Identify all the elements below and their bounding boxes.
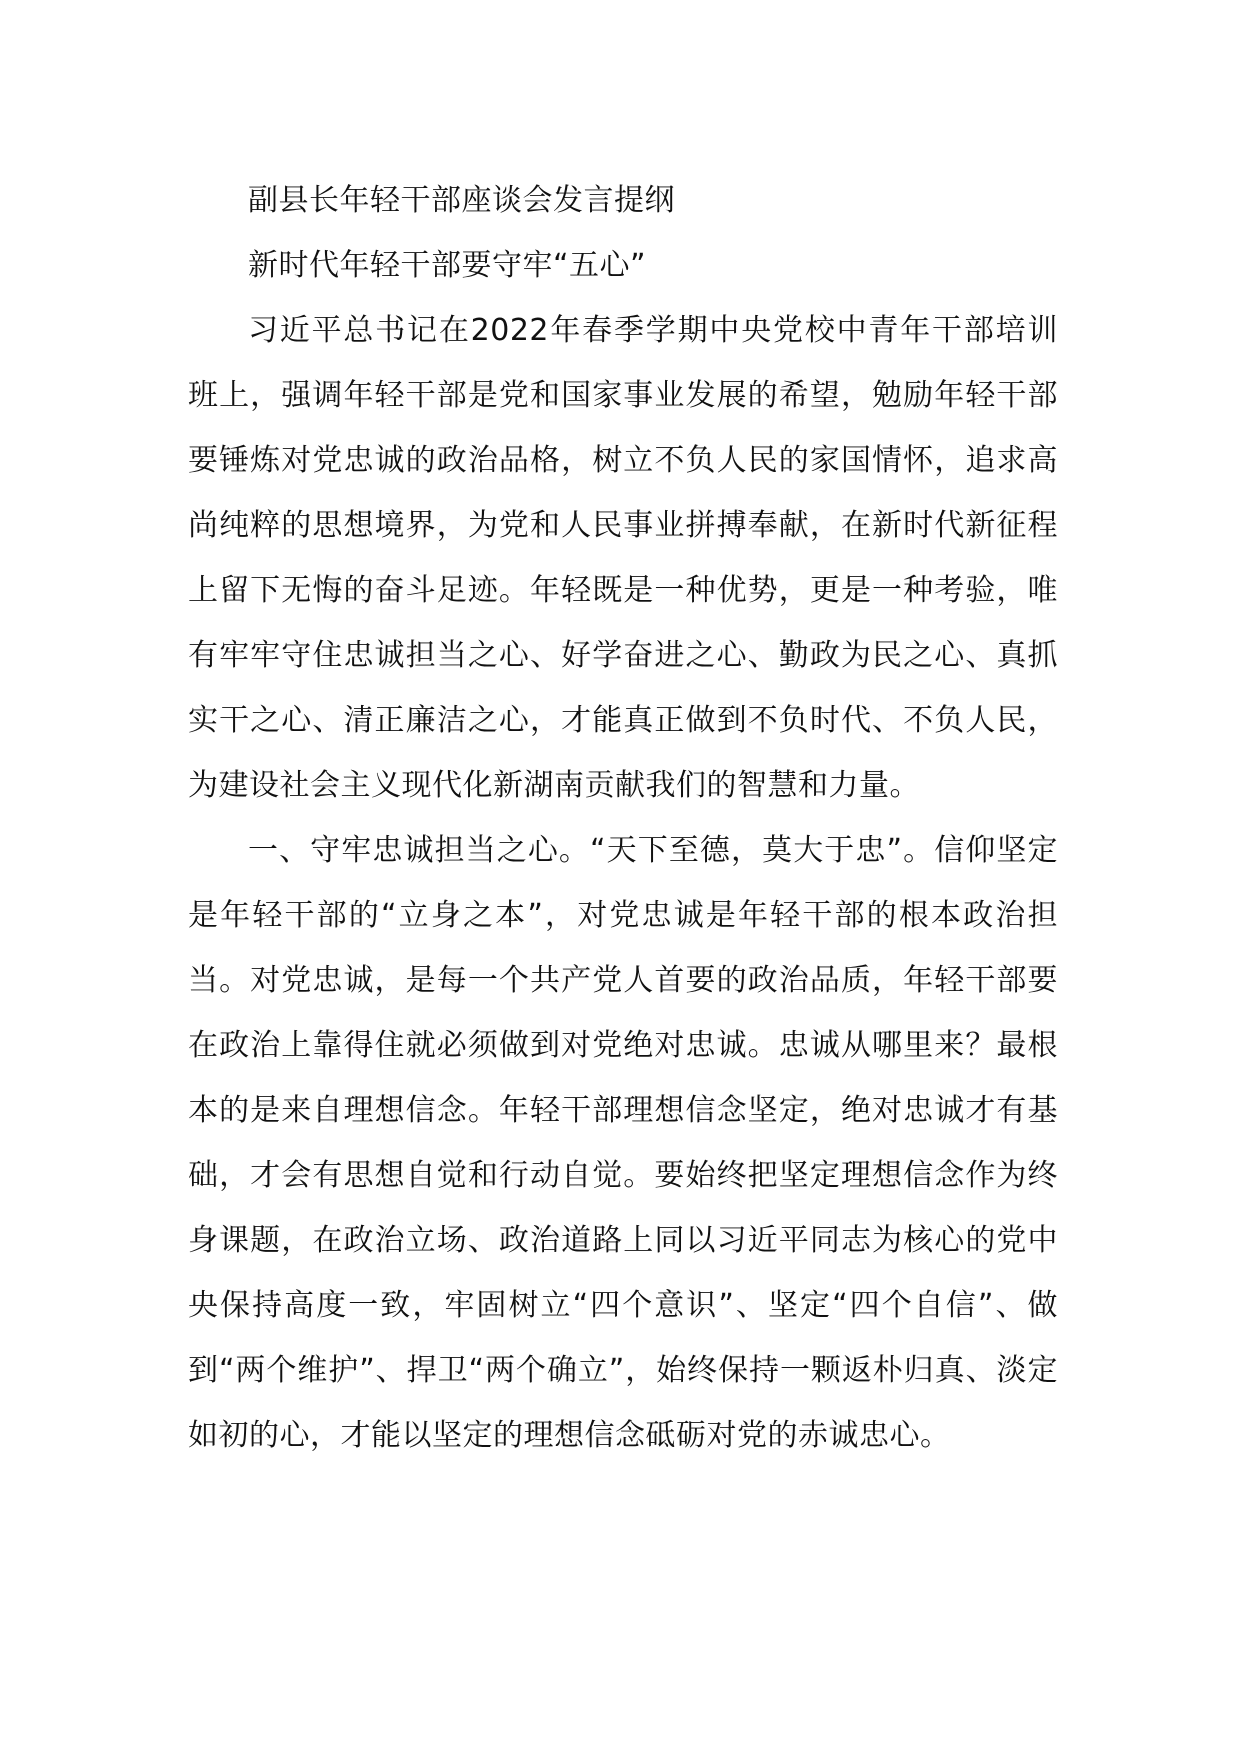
document-body bbox=[188, 168, 1058, 1468]
document-subtitle: 新时代年轻干部要守牢“五心” bbox=[248, 248, 647, 283]
document-title: 副县长年轻干部座谈会发言提纲 bbox=[248, 183, 675, 218]
body-paragraph: 习近平总书记在2022年春季学期中央党校中青年干部培训班上，强调年轻干部是党和国家事业发展的希望，勉励年轻干部要锤炼对党忠诚的政治品格，树立不负人民的家国情怀，追求高尚纯粹的思想境界，为党和人民事业拼搏奉献，在新时代新征程上留下无悔的奋斗足迹。年轻既是一种优势，更是一种考验，唯有牢牢守住忠诚担当之心、好学奋进之心、勤政为民之心、真抓实干之心、清正廉洁之心，才能真正做到不负时代、不负人民，为建设社会主义现代化新湖南贡献我们的智慧和力量。 bbox=[188, 313, 1058, 803]
body-paragraph: 一、守牢忠诚担当之心。“天下至德，莫大于忠”。信仰坚定是年轻干部的“立身之本”，对党忠诚是年轻干部的根本政治担当。对党忠诚，是每一个共产党人首要的政治品质，年轻干部要在政治上靠得住就必须做到对党绝对忠诚。忠诚从哪里来？最根本的是来自理想信念。年轻干部理想信念坚定，绝对忠诚才有基础，才会有思想自觉和行动自觉。要始终把坚定理想信念作为终身课题，在政治立场、政治道路上同以习近平同志为核心的党中央保持高度一致，牢固树立“四个意识”、坚定“四个自信”、做到“两个维护”、捍卫“两个确立”，始终保持一颗返朴归真、淡定如初的心，才能以坚定的理想信念砥砺对党的赤诚忠心。 bbox=[188, 833, 1058, 1453]
